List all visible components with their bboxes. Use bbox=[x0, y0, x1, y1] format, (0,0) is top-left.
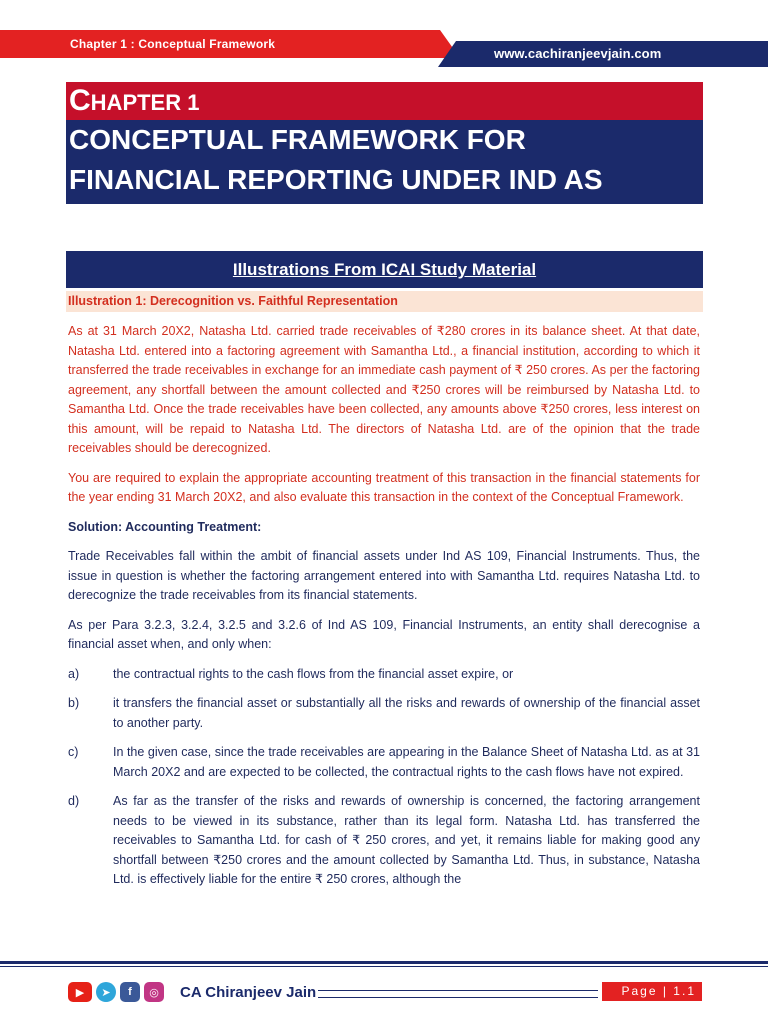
list-item bbox=[68, 665, 700, 685]
facebook-icon[interactable]: f bbox=[120, 982, 140, 1002]
header-chapter-label: Chapter 1 : Conceptual Framework bbox=[70, 37, 276, 51]
list-item-label: b) bbox=[68, 696, 80, 710]
illustration-title: Illustration 1: Derecognition vs. Faithful Representation bbox=[66, 291, 703, 312]
chapter-title bbox=[66, 120, 703, 204]
list-item-text: the contractual rights to the cash flows from the financial asset expire, or bbox=[113, 666, 514, 681]
footer-divider bbox=[0, 961, 768, 964]
list-item-text: As far as the transfer of the risks and rewards of ownership is concerned, the factoring arrangement needs to be viewed in its substance, rather than its legal form. Natasha Ltd. has transferred the receivables to Samantha Ltd. for cash of ₹ 250 crores, and yet, it remains liable for making good any shortfall between ₹250 crores and the amount collected by Samantha Ltd. Thus, in substance, Natasha Ltd. is effectively liable for the entire ₹ 250 crores, although the bbox=[113, 794, 700, 886]
list-item-text: it transfers the financial asset or substantially all the risks and rewards of ownership of the financial asset to another party. bbox=[113, 696, 700, 730]
chapter-number-bar bbox=[66, 82, 703, 120]
website-link[interactable]: www.cachiranjeevjain.com bbox=[494, 46, 662, 61]
list-item-label: a) bbox=[68, 666, 80, 681]
solution-paragraph: As per Para 3.2.3, 3.2.4, 3.2.5 and 3.2.6 of Ind AS 109, Financial Instruments, an entity shall derecognise a financial asset when, and only when: bbox=[68, 617, 700, 651]
main-content bbox=[68, 322, 700, 900]
social-icons bbox=[68, 982, 164, 1002]
telegram-icon[interactable]: ➤ bbox=[96, 982, 116, 1002]
chapter-title-line-2: FINANCIAL REPORTING UNDER IND AS bbox=[69, 164, 603, 195]
chapter-first-letter: C bbox=[69, 84, 91, 117]
list-item-label: d) bbox=[68, 794, 80, 808]
list-item-text: In the given case, since the trade receivables are appearing in the Balance Sheet of Natasha Ltd. as at 31 March 20X2 and are expected to be collected, the contractual rights to the cash flows have not expired. bbox=[113, 745, 700, 779]
footer-brand: CA Chiranjeev Jain bbox=[180, 984, 317, 1001]
solution-heading: Solution: Accounting Treatment: bbox=[68, 519, 262, 534]
instagram-icon[interactable]: ◎ bbox=[144, 982, 164, 1002]
section-heading: Illustrations From ICAI Study Material bbox=[66, 251, 703, 288]
page-number: Page | 1.1 bbox=[602, 982, 702, 1001]
youtube-icon[interactable]: ▶ bbox=[68, 982, 92, 1002]
question-paragraph: You are required to explain the appropriate accounting treatment of this transaction in the financial statements for the year ending 31 March 20X2, and also evaluate this transaction in the context of the Conceptual Framework. bbox=[68, 470, 700, 504]
list-item bbox=[68, 743, 700, 782]
footer-divider-thin bbox=[0, 966, 768, 967]
question-paragraph: As at 31 March 20X2, Natasha Ltd. carried trade receivables of ₹280 crores in its balance sheet. At that date, Natasha Ltd. entered into a factoring agreement with Samantha Ltd., a financial institution, according to which it transferred the trade receivables in exchange for an immediate cash payment of ₹ 250 crores. As per the factoring agreement, any shortfall between the amount collected and ₹250 crores will be reimbursed by Natasha Ltd. to Samantha Ltd. Once the trade receivables have been collected, any amounts above ₹250 crores, less interest on this amount, will be repaid to Natasha Ltd. The directors of Natasha Ltd. are of the opinion that the trade receivables should be derecognized. bbox=[68, 324, 700, 455]
chapter-number-rest: HAPTER 1 bbox=[90, 90, 200, 115]
footer-brand-lines bbox=[318, 990, 598, 998]
list-item bbox=[68, 694, 700, 733]
list-item bbox=[68, 792, 700, 890]
solution-paragraph: Trade Receivables fall within the ambit of financial assets under Ind AS 109, Financial Instruments. Thus, the issue in question is whether the factoring arrangement entered into with Samantha Ltd. requires Natasha Ltd. to derecognize the trade receivables from its financial statements. bbox=[68, 549, 700, 602]
list-item-label: c) bbox=[68, 745, 79, 759]
chapter-title-line-1: CONCEPTUAL FRAMEWORK FOR bbox=[69, 124, 526, 155]
